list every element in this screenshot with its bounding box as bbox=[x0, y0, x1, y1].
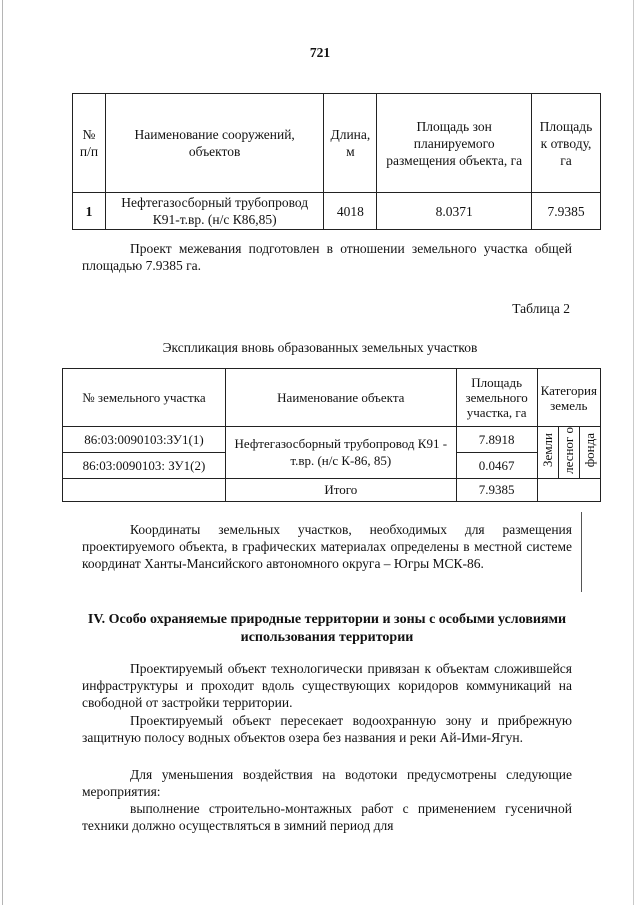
total-value: 7.9385 bbox=[456, 478, 537, 501]
header-zone-area: Площадь зон планируемого размещения объекта, га bbox=[377, 94, 532, 193]
category-cell-3 bbox=[579, 427, 600, 479]
total-empty-cell bbox=[63, 478, 226, 501]
category-cell-1 bbox=[537, 427, 558, 479]
row-structure-name: Нефтегазосборный трубопровод К91-т.вр. (н/с К86,85) bbox=[105, 193, 323, 230]
paragraph-measures: Для уменьшения воздействия на водотоки предусмотрены следующие мероприятия: bbox=[82, 767, 572, 799]
row-allotment-area: 7.9385 bbox=[532, 193, 601, 230]
row-zone-area: 8.0371 bbox=[377, 193, 532, 230]
header-length: Длина, м bbox=[324, 94, 377, 193]
table-header-row bbox=[63, 369, 601, 427]
category-text-3: фонда bbox=[581, 433, 597, 468]
paragraph-survey-project: Проект межевания подготовлен в отношении земельного участка общей площадью 7.9385 га. bbox=[82, 241, 572, 273]
total-category-empty-cell bbox=[537, 478, 600, 501]
table-row bbox=[73, 193, 601, 230]
category-cell-2 bbox=[558, 427, 579, 479]
total-label: Итого bbox=[225, 478, 456, 501]
parcel-number: 86:03:0090103: ЗУ1(2) bbox=[63, 452, 226, 478]
header-object-name: Наименование объекта bbox=[225, 369, 456, 427]
header-allotment-area: Площадь к отводу, га bbox=[532, 94, 601, 193]
header-land-category: Категория земель bbox=[537, 369, 600, 427]
table2-label: Таблица 2 bbox=[512, 301, 570, 316]
table-header-row bbox=[73, 94, 601, 193]
category-text-2: лесног о bbox=[560, 427, 576, 474]
table-row bbox=[63, 427, 601, 453]
header-number: № п/п bbox=[73, 94, 106, 193]
section-title: IV. Особо охраняемые природные территории и зоны с особыми условиями использования территории bbox=[87, 612, 567, 645]
header-parcel-area: Площадь земельного участка, га bbox=[456, 369, 537, 427]
paragraph-construction: выполнение строительно-монтажных работ с применением гусеничной техники должно осуществляться в зимний период для bbox=[82, 801, 572, 833]
parcel-area: 7.8918 bbox=[456, 427, 537, 453]
parcel-number: 86:03:0090103:ЗУ1(1) bbox=[63, 427, 226, 453]
page-number: 721 bbox=[309, 45, 331, 60]
scan-edge-right bbox=[633, 0, 634, 905]
scan-edge-left bbox=[2, 0, 3, 905]
paragraph-water-zone: Проектируемый объект пересекает водоохранную зону и прибрежную защитную полосу водных объектов озера без названия и реки Ай-Ими-Ягун. bbox=[82, 713, 572, 745]
row-number: 1 bbox=[73, 193, 106, 230]
object-name: Нефтегазосборный трубопровод К91 - т.вр. (н/с К-86, 85) bbox=[225, 427, 456, 479]
row-length: 4018 bbox=[324, 193, 377, 230]
paragraph-coordinates: Координаты земельных участков, необходимых для размещения проектируемого объекта, в графических материалах определены в местной системе координат Ханты-Мансийского автономного округа – Югры МСК-86. bbox=[82, 522, 572, 571]
parcel-area: 0.0467 bbox=[456, 452, 537, 478]
header-parcel-number: № земельного участка bbox=[63, 369, 226, 427]
paragraph-infrastructure: Проектируемый объект технологически привязан к объектам сложившейся инфраструктуры и проходит вдоль существующих коридоров коммуникаций на свободной от застройки территории. bbox=[82, 661, 572, 710]
table2-caption: Экспликация вновь образованных земельных участков bbox=[162, 340, 478, 355]
margin-marker-line bbox=[581, 512, 582, 592]
table-total-row bbox=[63, 478, 601, 501]
category-text-1: Земли bbox=[539, 433, 555, 468]
header-structure-name: Наименование сооружений, объектов bbox=[105, 94, 323, 193]
allotment-table bbox=[72, 93, 601, 230]
parcels-table bbox=[62, 368, 601, 502]
